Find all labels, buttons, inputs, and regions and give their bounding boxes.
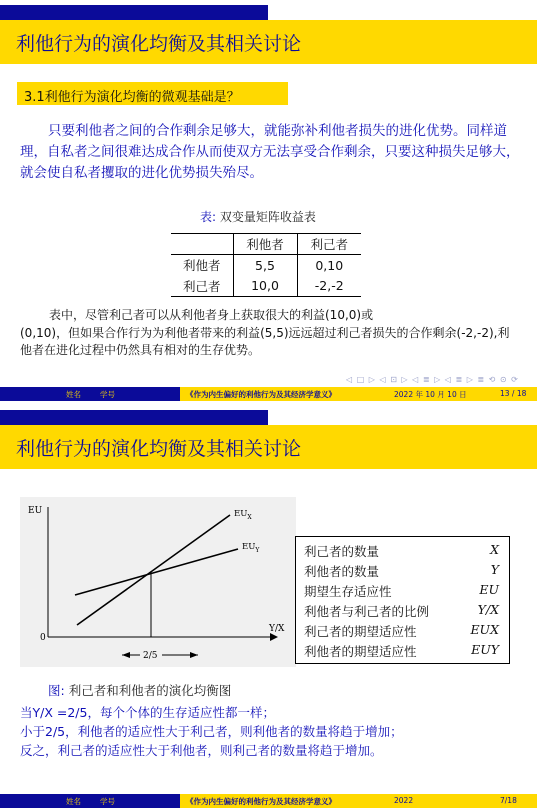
y-axis-label: EU — [28, 506, 43, 516]
block-title — [17, 82, 288, 105]
eu-x-label: $EU_X$ — [234, 509, 252, 521]
table-col-header: 利他者 — [233, 234, 297, 255]
paragraph-second-rest: (0,10)，但如果合作行为为利他者带来的利益(5,5)远远超过利己者损失的合作剩余(-2,-2),利他者在进化过程中仍然具有相对的生存优势。 — [20, 326, 510, 357]
equilibrium-figure — [20, 497, 296, 667]
legend-symbol: EU — [479, 582, 499, 597]
footer-title: 《作为内生偏好的利他行为及其经济学意义》 — [186, 797, 336, 806]
legend-text: 利他者的数量 — [304, 564, 380, 579]
footer-author: 姓名 — [66, 390, 81, 399]
eu-y-label: $EU_Y$ — [242, 542, 260, 554]
legend-symbol: EUX — [470, 622, 499, 637]
legend-row — [304, 560, 501, 580]
legend-symbol: EUY — [471, 642, 499, 657]
legend-symbol: X — [490, 542, 499, 557]
legend-text: 期望生存适应性 — [304, 584, 392, 599]
footer-date: 2022 — [394, 796, 414, 805]
table-header-row — [171, 234, 361, 255]
table-corner — [171, 234, 233, 255]
table-cell: -2,-2 — [297, 276, 361, 297]
conclusion-line: 反之，利己者的适应性大于利他者，则利己者的数量将趋于增加。 — [20, 743, 383, 758]
paragraph-main: 只要利他者之间的合作剩余足够大，就能弥补利他者损失的进化优势。同样道理，自私者之间很难达成合作从而使双方无法享受合作剩余，只要这种损失足够大，就会使自私者攫取的进化优势损失殆尽。 — [20, 123, 520, 181]
equilibrium-label: 2/5 — [143, 651, 158, 661]
table-col-header: 利己者 — [297, 234, 361, 255]
conclusion-line: 当Y/X =2/5，每个个体的生存适应性都一样； — [20, 705, 275, 720]
eu-y-line — [75, 549, 238, 595]
footer-institute: 学号 — [100, 797, 115, 806]
title-bar — [0, 425, 537, 469]
figure-caption-label: 图: — [48, 683, 65, 698]
paragraph-second-line1: 表中，尽管利己者可以从利他者身上获取很大的利益(10,0)或 — [49, 308, 374, 322]
footer-institute: 学号 — [100, 390, 115, 399]
eu-x-line — [77, 515, 230, 625]
equilibrium-diagram — [20, 497, 296, 667]
navigation-symbols[interactable]: ◁ □ ▷ ◁ ⊡ ▷ ◁ ≣ ▷ ◁ ≣ ▷ ≣ ⟲ ⊙ ⟳ — [346, 375, 519, 384]
slide-title: 利他行为的演化均衡及其相关讨论 — [16, 33, 302, 55]
legend-row — [304, 580, 501, 600]
footer — [0, 794, 537, 808]
figure-caption-text: 利己者和利他者的演化均衡图 — [68, 683, 232, 698]
origin-label: 0 — [40, 633, 46, 643]
legend-text: 利己者的数量 — [304, 544, 380, 559]
figure-caption — [48, 681, 231, 699]
arrow-left-head — [122, 652, 130, 658]
legend-text: 利他者的期望适应性 — [304, 644, 417, 659]
slide-title: 利他行为的演化均衡及其相关讨论 — [16, 438, 302, 460]
table-caption-text: 双变量矩阵收益表 — [219, 210, 316, 224]
footer — [0, 387, 537, 401]
x-axis-arrow — [270, 633, 278, 641]
legend-text: 利己者的期望适应性 — [304, 624, 417, 639]
footer-date: 2022 年 10 月 10 日 — [394, 390, 467, 399]
payoff-table — [171, 233, 361, 297]
footer-author: 姓名 — [66, 797, 81, 806]
table-cell: 0,10 — [315, 257, 344, 273]
slide-1 — [0, 0, 537, 403]
legend-row — [304, 600, 501, 620]
x-axis-label: Y/X — [269, 624, 285, 634]
legend-row — [304, 640, 501, 660]
slide-2 — [0, 405, 537, 810]
table-row-header: 利己者 — [171, 276, 233, 297]
block-title-text: 3.1利他行为演化均衡的微观基础是？ — [24, 90, 240, 105]
legend-row — [304, 540, 501, 560]
title-bar — [0, 20, 537, 64]
conclusion-line: 小于2/5，利他者的适应性大于利己者，则利他者的数量将趋于增加； — [20, 724, 403, 739]
arrow-right-head — [190, 652, 198, 658]
top-bar — [0, 410, 537, 425]
table-row — [171, 255, 361, 276]
table-row — [171, 276, 361, 297]
table-caption — [200, 208, 316, 225]
table-caption-label: 表: — [200, 210, 217, 224]
legend-symbol: Y/X — [477, 602, 499, 617]
table-cell: 10,0 — [233, 276, 297, 297]
top-bar — [0, 5, 537, 20]
table-row-header: 利他者 — [171, 255, 233, 276]
legend-text: 利他者与利己者的比例 — [304, 604, 430, 619]
footer-page-number: 7/18 — [500, 796, 517, 805]
legend-symbol: Y — [490, 562, 499, 577]
table-cell: 5,5 — [233, 255, 297, 276]
footer-title: 《作为内生偏好的利他行为及其经济学意义》 — [186, 390, 336, 399]
footer-page-number: 13 / 18 — [500, 389, 527, 398]
legend-row — [304, 620, 501, 640]
notation-legend — [295, 536, 510, 664]
